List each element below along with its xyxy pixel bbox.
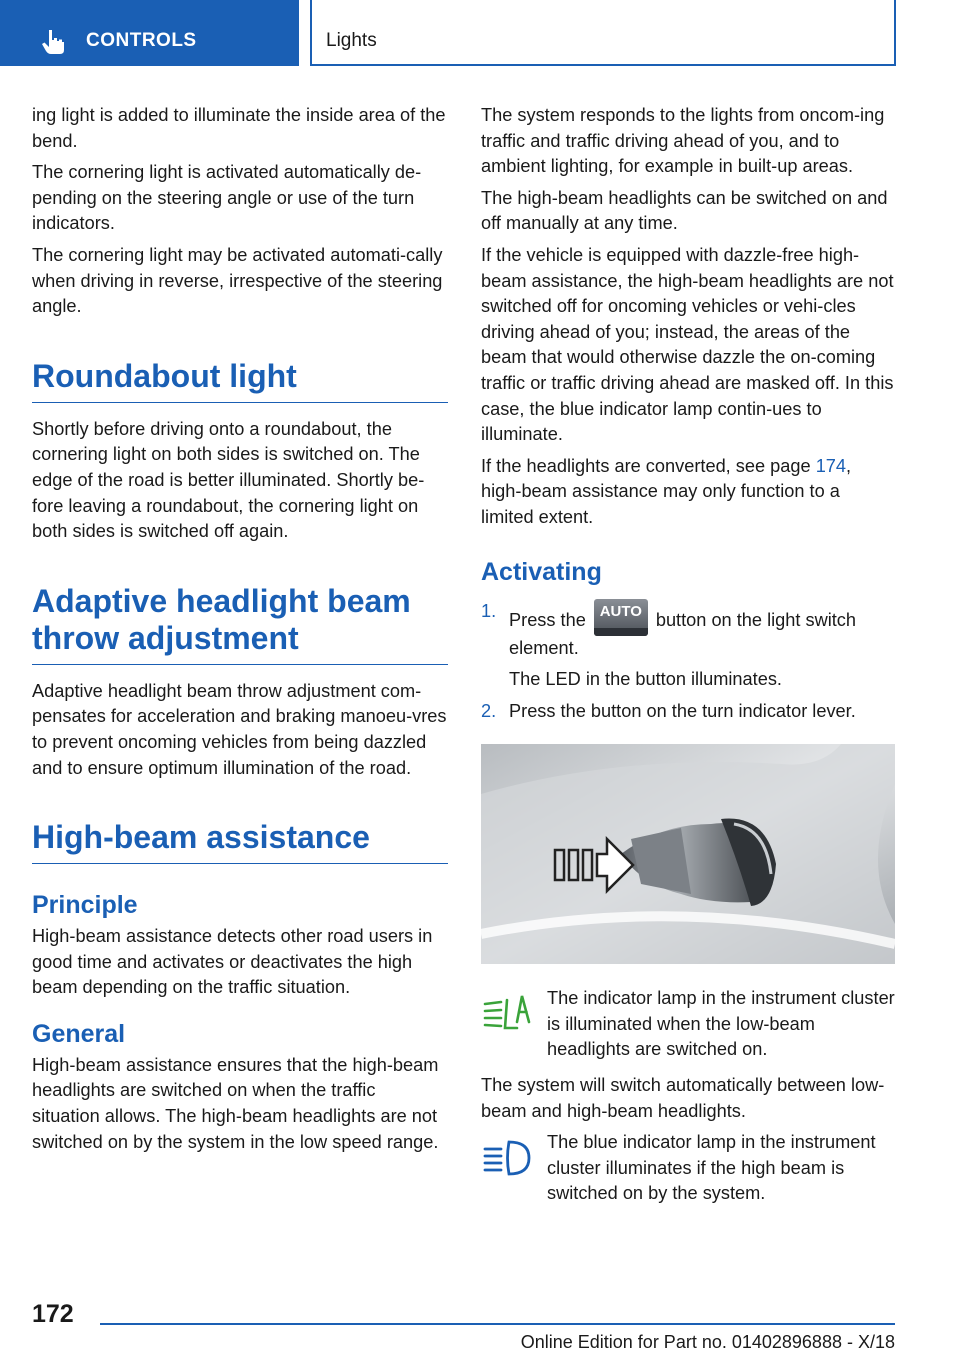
- text: , high-beam assistance may only function to a limited extent.: [481, 455, 852, 527]
- auto-button-label: AUTO: [599, 602, 642, 620]
- paragraph: If the vehicle is equipped with dazzle-free high-beam assistance, the high-beam headlights are not switched off for oncoming vehicles or vehi‐cles driving ahead of you; instead, the areas of the beam that would otherwise dazzle the on‐coming traffic or traffic driving ahead are masked off. In this case, the blue indicator lamp contin‐ues to illuminate.: [481, 244, 894, 445]
- heading-general: General: [32, 1019, 126, 1048]
- paragraph: The cornering light is activated automatically de‐pending on the steering angle or use of the turn indicators.: [32, 162, 422, 234]
- chapter-label: CONTROLS: [86, 30, 197, 51]
- lamp-description: The indicator lamp in the instrument cluster is illuminated when the low-beam headlights are switched on.: [547, 988, 895, 1060]
- pointing-hand-icon: [40, 28, 68, 56]
- paragraph: The cornering light may be activated automati‐cally when driving in reverse, irrespective of the steering angle.: [32, 244, 443, 317]
- left-column: [32, 103, 448, 1161]
- paragraph: The system will switch automatically between low-beam and high-beam headlights.: [481, 1075, 885, 1121]
- edition-text: Online Edition for Part no. 01402896888 - X/18: [520, 1332, 895, 1352]
- high-beam-indicator-icon: [481, 1136, 533, 1180]
- page-number: 172: [32, 1300, 74, 1328]
- steps-list: [481, 599, 895, 725]
- right-column: [481, 103, 895, 1217]
- indicator-lamp-row: [481, 1130, 895, 1207]
- heading-adaptive-beam: Adaptive headlight beam throw adjustment: [32, 583, 448, 665]
- paragraph: High-beam assistance ensures that the high-beam headlights are switched on when the traffic situation allows. The high-beam headlights are not switched on by the system in the low speed range.: [32, 1054, 439, 1152]
- paragraph: [481, 454, 895, 531]
- paragraph: Shortly before driving onto a roundabout, the cornering light on both sides is switched on. The edge of the road is better illuminated. Shortly be‐fore leaving a roundabout, the cornering light on both sides is switched off again.: [32, 418, 425, 542]
- step-number: 1.: [481, 600, 497, 621]
- list-item: [481, 699, 895, 725]
- step-number: 2.: [481, 700, 497, 721]
- paragraph: The high-beam headlights can be switched on and off manually at any time.: [481, 187, 888, 234]
- text: Press the button on the turn indicator lever.: [509, 700, 856, 721]
- paragraph: ing light is added to illuminate the inside area of the bend.: [32, 105, 446, 151]
- text: Press the: [509, 609, 586, 630]
- indicator-lamp-row: [481, 986, 895, 1063]
- high-beam-assistant-indicator-icon: [481, 992, 533, 1036]
- chapter-tab[interactable]: [0, 0, 299, 66]
- heading-principle: Principle: [32, 891, 138, 920]
- paragraph: The system responds to the lights from oncom‐ing traffic and traffic driving ahead of you, and to ambient lighting, for example in built-up areas.: [481, 105, 885, 177]
- section-label: Lights: [326, 30, 377, 51]
- text: button on the light switch element.: [509, 609, 857, 658]
- heading-activating: Activating: [481, 557, 602, 586]
- section-header: [310, 0, 896, 66]
- auto-button-icon: [594, 599, 648, 636]
- page-link[interactable]: 174: [815, 455, 847, 476]
- footer-divider: [100, 1323, 895, 1325]
- step-note: The LED in the button illuminates.: [509, 669, 782, 690]
- lamp-description: The blue indicator lamp in the instrument cluster illuminates if the high beam is switched on by the system.: [547, 1132, 876, 1204]
- text: If the headlights are converted, see page: [481, 455, 816, 476]
- list-item: [481, 599, 895, 693]
- heading-high-beam-assistance: High-beam assistance: [32, 819, 448, 864]
- heading-roundabout-light: Roundabout light: [32, 358, 448, 403]
- paragraph: Adaptive headlight beam throw adjustment com‐pensates for acceleration and braking manoeu‐vres to prevent oncoming vehicles from being dazzled and to ensure optimum illumination of the road.: [32, 680, 447, 778]
- paragraph: High-beam assistance detects other road users in good time and activates or deactivates the high beam depending on the traffic situation.: [32, 926, 433, 998]
- turn-indicator-lever-illustration: [481, 744, 895, 964]
